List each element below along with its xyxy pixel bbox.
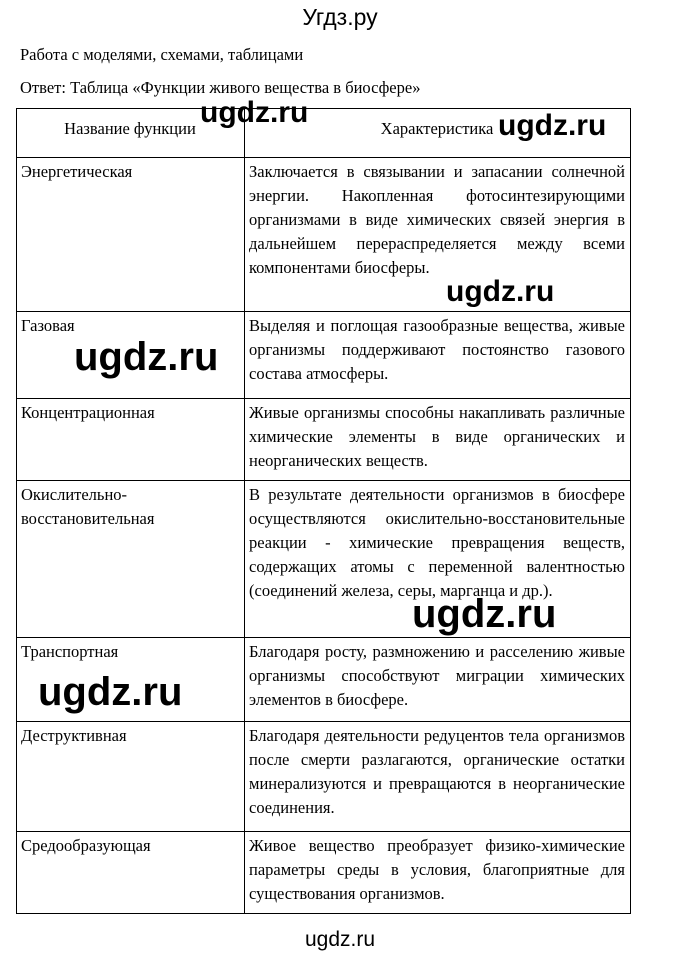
watermark: ugdz.ru (498, 109, 607, 142)
function-description: В результате деятельности организмов в биосфере осуществляются окислительно-восстановительные реакции - химические превращения веществ, содержащих атомы с переменной валентностью (соединений железа, серы, марганца и др.). (245, 481, 631, 638)
function-name: Транспортная (17, 638, 245, 722)
watermark: ugdz.ru (38, 670, 183, 714)
function-description: Выделяя и поглощая газообразные вещества, живые организмы поддерживают постоянство газового состава атмосферы. (245, 312, 631, 399)
function-name: Средообразующая (17, 832, 245, 914)
function-description: Живые организмы способны накапливать различные химические элементы в виде органических и неорганических веществ. (245, 399, 631, 481)
table-row (17, 722, 631, 832)
function-description: Живое вещество преобразует физико-химические параметры среды в условия, благоприятные для существования организмов. (245, 832, 631, 914)
function-description: Благодаря деятельности редуцентов тела организмов после смерти разлагаются, органические остатки минерализуются и превращаются в неорганические соединения. (245, 722, 631, 832)
site-title: Угдз.ру (302, 4, 378, 30)
watermark: ugdz.ru (446, 275, 555, 308)
table-row (17, 832, 631, 914)
function-name: Деструктивная (17, 722, 245, 832)
function-description: Заключается в связывании и запасании солнечной энергии. Накопленная фотосинтезирующими организмами в виде химических связей энергия в дальнейшем перераспределяется между всеми компонентами биосферы. (245, 158, 631, 312)
function-name: Окислительно-восстановительная (17, 481, 245, 638)
function-name: Газовая (17, 312, 245, 399)
watermark: ugdz.ru (412, 592, 557, 636)
watermark: ugdz.ru (200, 96, 309, 129)
section-title: Работа с моделями, схемами, таблицами (20, 45, 304, 64)
answer-line: Ответ: Таблица «Функции живого вещества в биосфере» (20, 78, 421, 97)
function-name: Концентрационная (17, 399, 245, 481)
watermark: ugdz.ru (74, 335, 219, 379)
column-header-name: Название функции (17, 109, 245, 158)
functions-table (16, 108, 631, 914)
footer-watermark: ugdz.ru (304, 928, 376, 951)
table-row (17, 399, 631, 481)
function-description: Благодаря росту, размножению и расселению живые организмы способствуют миграции химических элементов в биосфере. (245, 638, 631, 722)
function-name: Энергетическая (17, 158, 245, 312)
column-header-description: Характеристика (245, 109, 631, 158)
